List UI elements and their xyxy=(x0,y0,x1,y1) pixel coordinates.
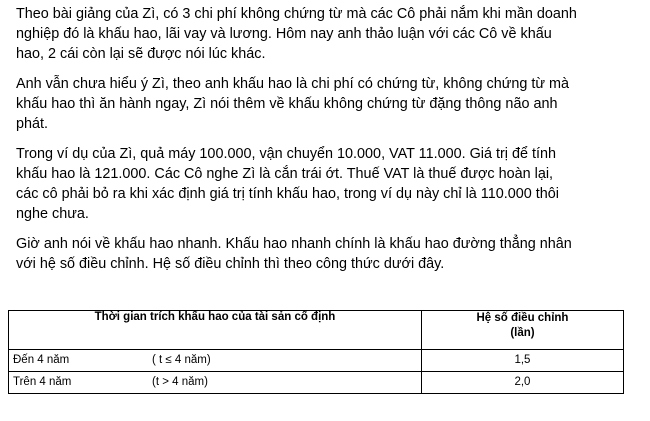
paragraph-line: Giờ anh nói về khấu hao nhanh. Khấu hao nhanh chính là khấu hao đường thẳng nhân xyxy=(16,236,572,252)
coefficient-value: 2,0 xyxy=(514,376,531,388)
header-coefficient xyxy=(421,311,623,350)
paragraph-line: khấu hao là 121.000. Các Cô nghe Zì là cắn trái ớt. Thuế VAT là thuế được hoàn lại, xyxy=(16,166,554,182)
period-label: Đến 4 năm xyxy=(13,354,70,366)
paragraph-line: phát. xyxy=(16,116,49,132)
period-condition: (t > 4 năm) xyxy=(152,376,208,388)
paragraph-line: nghe chưa. xyxy=(16,206,89,222)
paragraph-line: các cô phải bỏ ra khi xác định giá trị tính khấu hao, trong ví dụ này chỉ là 110.000 thôi xyxy=(16,186,559,202)
table-row xyxy=(9,372,624,394)
paragraph-line: với hệ số điều chỉnh. Hệ số điều chỉnh thì theo công thức dưới đây. xyxy=(16,256,445,272)
period-label: Trên 4 năm xyxy=(13,376,72,388)
period-condition: ( t ≤ 4 năm) xyxy=(152,354,211,366)
paragraph-line: Trong ví dụ của Zì, quả máy 100.000, vận chuyển 10.000, VAT 11.000. Giá trị để tính xyxy=(16,146,556,162)
period-cell xyxy=(9,372,422,394)
depreciation-coefficient-table xyxy=(8,310,624,394)
paragraph-line: khấu hao thì ăn hành ngay, Zì nói thêm về khấu không chứng từ đặng thông não anh xyxy=(16,96,558,112)
paragraph-line: Theo bài giảng của Zì, có 3 chi phí không chứng từ mà các Cô phải nắm khi mần doanh xyxy=(16,6,577,22)
header-period: Thời gian trích khấu hao của tài sản cố định xyxy=(9,311,422,350)
coefficient-cell xyxy=(421,372,623,394)
paragraph-line: hao, 2 cái còn lại sẽ được nói lúc khác. xyxy=(16,46,266,62)
header-coefficient-line1: Hệ số điều chỉnh xyxy=(476,312,569,324)
table-row xyxy=(9,350,624,372)
coefficient-cell xyxy=(421,350,623,372)
paragraph-2 xyxy=(16,74,644,134)
paragraph-3 xyxy=(16,144,644,224)
paragraph-1 xyxy=(16,4,644,64)
document-body xyxy=(16,4,644,284)
table-header-row xyxy=(9,311,624,350)
coefficient-value: 1,5 xyxy=(514,354,531,366)
period-cell xyxy=(9,350,422,372)
header-coefficient-line2: (lần) xyxy=(510,327,535,339)
paragraph-4 xyxy=(16,234,644,274)
paragraph-line: Anh vẫn chưa hiểu ý Zì, theo anh khấu hao là chi phí có chứng từ, không chứng từ mà xyxy=(16,76,569,92)
paragraph-line: nghiệp đó là khấu hao, lãi vay và lương. Hôm nay anh thảo luận với các Cô về khấu xyxy=(16,26,552,42)
